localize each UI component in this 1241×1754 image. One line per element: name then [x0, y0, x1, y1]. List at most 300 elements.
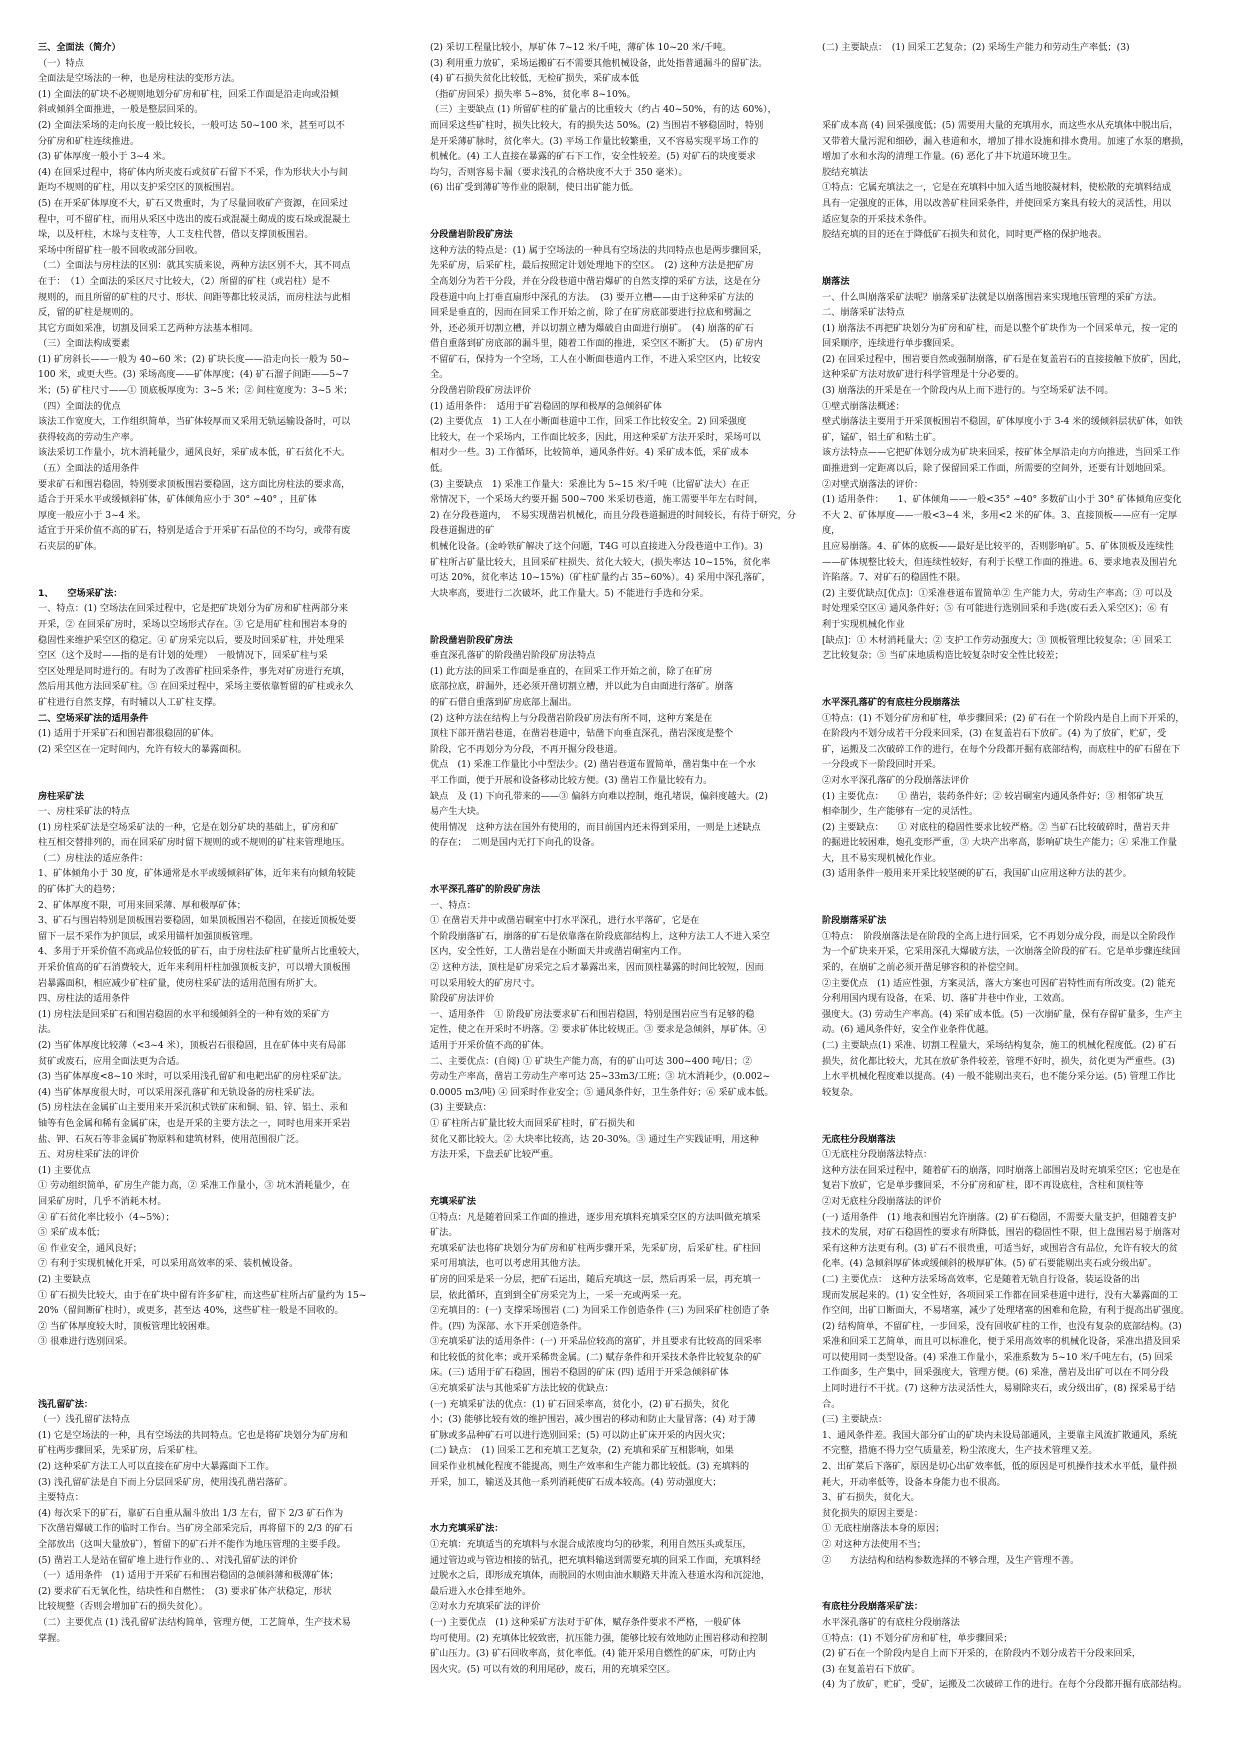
text-line: 稳固性来维护采空区的稳定。④ 矿房采完以后，要及时回采矿柱，并处理采	[38, 634, 345, 646]
text-line: ①特点：它属充填法之一，它是在充填料中加入适当地胶凝材料，使松散的充填料结成	[822, 182, 1172, 194]
text-line: (3) 适用条件一般用来开采比较坚硬的矿石，我国矿山应用这种方法的甚少。	[822, 868, 1132, 880]
text-line: 获得较高的劳动生产率。	[38, 431, 140, 443]
text-line: ②对无底柱分段崩落法的评价	[822, 1195, 942, 1207]
text-line: 矿山压力。(3) 矿石回收率高，贫化率低。(4) 能开采用自燃性的矿床，可防止内	[430, 1648, 756, 1660]
text-line: 胶结充填的目的还在于降低矿石损失和贫化，同时更严格的保护地表。	[822, 229, 1107, 241]
text-line: ①特点：(1) 不划分矿房和矿柱，单步骤回采；(2) 矿石在一个阶段内是自上而下开采的，	[822, 712, 1185, 724]
text-line: ③充填采矿法的适用条件：(一) 开采品位较高的富矿，并且要求有比较高的回采率	[430, 1336, 762, 1348]
text-line: 采场中所留矿柱一般不回收或部分回收。	[38, 244, 204, 256]
text-line: (1) 适用条件： 1、矿体倾角——一般<35° ~40° 多数矿山小于 30° 矿体倾角应变化	[822, 494, 1182, 506]
text-line: 阶段，它不再划分为分段，不再开掘分段巷道。	[430, 743, 623, 755]
text-line: 矿柱两步骤回采，先采矿房，后采矿柱。	[38, 1445, 204, 1457]
text-line: ②对壁式崩落法的评价：	[822, 478, 924, 490]
text-line: 利于实现机械化作业	[822, 618, 905, 630]
text-line: 全。	[430, 369, 449, 381]
text-line: 在于： （1）全面法的采区尺寸比较大，（2）所留的矿柱（或岩柱）是不	[38, 275, 330, 287]
text-line: 矿脉或多品种矿石可以进行选别回采；(5) 可以防止矿床开采的内因火灾；	[430, 1429, 731, 1441]
text-line: 矿，锰矿，铝土矿和粘土矿。	[822, 431, 942, 443]
text-line: 采有这种方法更有利。(3) 矿石不很贵重，可适当好，或围岩含有品位，允许有较大的贫	[822, 1242, 1178, 1254]
text-line: 工作面多，生产集中，回采强度大，管理方便。(6) 采准，凿岩及出矿可以在不同分段	[822, 1367, 1169, 1379]
blank-line	[822, 71, 1192, 87]
text-line: 可以使用同一类型设备。(4) 采准工作量小，采准系数为 5~10 米/千吨左右，(5) 回采	[822, 1351, 1173, 1363]
text-line: 空区（这个及时——指的是有计划的处理） 一般情况下，回采矿柱与采	[38, 650, 328, 662]
text-line: (2) 在回采过程中，围岩要自然或强制崩落，矿石是在复盖岩石的直接接触下放矿，因此，	[822, 353, 1188, 365]
section-heading: 1、 空场采矿法：	[38, 587, 123, 599]
text-line: 斜或倾斜全面推进，一般是整层回采的。	[38, 104, 204, 116]
text-line: 件。(四) 为深部、水下开采创造条件。	[430, 1320, 588, 1332]
text-line: (1) 房柱采矿法是空场采矿法的一种，它是在划分矿块的基础上，矿房和矿	[38, 821, 339, 833]
text-line: 空区处理是同时进行的。有时为了改善矿柱回采条件，事先对矿房进行充填，	[38, 665, 351, 677]
text-line: (一) 主要优点 (1) 这种采矿方法对于矿体，赋存条件要求不严格，一般矿体	[430, 1616, 741, 1628]
text-line: (6) 出矿受到薄矿等作业的限制，使日出矿能力低。	[430, 182, 639, 194]
text-line: ⑤ 采矿成本低；	[38, 1227, 106, 1239]
text-line: 强度大。(3) 劳动生产率高。(4) 采矿成本低。(5) 一次崩矿量，保有存留矿量多，生产主	[822, 1008, 1183, 1020]
text-line: 程中，可不留矿柱，而用从采区中选出的废石或混凝土砌成的废石垛或混凝土	[38, 213, 351, 225]
text-line: 开采，② 在回采矿房时，采场以空场形式存在。③ 它是用矿柱和围岩本身的	[38, 618, 348, 630]
text-line: 较复杂。	[822, 1086, 859, 1098]
text-line: （二）房柱法的适应条件：	[38, 852, 149, 864]
text-line: 的掘进比较困难，炮孔变形严重，③ 大块产出率高，影响矿块生产能力；④ 采准工作量	[822, 837, 1177, 849]
text-line: 动。(6) 通风条件好，安全作业条件优越。	[822, 1024, 995, 1036]
text-line: (2) 当矿体厚度比较薄（<3~4 米），顶板岩石很稳固，且在矿体中夹有局部	[38, 1040, 346, 1051]
text-line: (2) 要求矿石无氧化性，结块性和自燃性； (3) 要求矿体产状稳定，形状	[38, 1585, 332, 1597]
text-line: （一）特点	[38, 57, 84, 69]
section-heading: 浅孔留矿法：	[38, 1398, 94, 1410]
text-line: ⑦ 有利于实现机械化开采，可以采用高效率的采、装机械设备。	[38, 1258, 299, 1270]
text-line: 4、多用于开采价值不高或品位较低的矿石，由于房柱法矿柱矿量所占比重较大，	[38, 946, 366, 958]
text-line: (3) 矿体厚度一般小于 3~4 米。	[38, 151, 172, 163]
blank-line	[822, 1100, 1192, 1116]
text-line: 适应复杂的开采技术条件。	[822, 213, 933, 225]
text-line: 方法开采，下盘丢矿比较严重。	[430, 1149, 559, 1161]
text-line: 0.0005 m3/吨) ④ 回采时作业安全；⑤ 通风条件好，卫生条件好；⑥ 采矿成本低。	[430, 1086, 774, 1098]
text-line: ——矿体规整比较大，但连续性较好，有利于长壁工作面的推进。6、要求地表及围岩允	[822, 556, 1177, 568]
blank-line	[822, 56, 1192, 72]
text-line: ② 方法结构和结构参数选择的不够合理，及生产管理不善。	[822, 1554, 1080, 1566]
text-line: ① 在凿岩天井中或凿岩硐室中打水平深孔，进行水平落矿，它是在	[430, 915, 700, 927]
text-line: 外，还必须开切割立槽，并以切割立槽为爆破自由面进行崩矿。 (4) 崩落的矿石	[430, 322, 754, 334]
text-line: （指矿房回采）损失率 5~8%，贫化率 8~10%。	[430, 88, 636, 100]
blank-line	[822, 102, 1192, 118]
text-line: ② 对这种方法使用不当；	[822, 1539, 926, 1550]
section-heading: 无底柱分段崩落法	[822, 1133, 896, 1145]
text-line: (二) 主要缺点： (1) 回采工艺复杂；(2) 采场生产能力和劳动生产率低；(3)	[822, 42, 1130, 53]
text-line: 借自重落到矿房底部的漏斗里，随着工作面的推进，采空区不断扩大。 (5) 矿房内	[430, 338, 763, 350]
text-line: 使用情况 这种方法在国外有使用的，而目前国内还未得到采用，一则是上述缺点	[430, 821, 761, 833]
text-line: 厚度一般应小于 3~4 米。	[38, 509, 146, 521]
section-heading: 充填采矿法	[430, 1195, 476, 1207]
text-line: 一、特点：	[430, 899, 476, 911]
text-line: 易产生大块。	[430, 806, 486, 818]
text-line: 回采矿房时，几乎不消耗木材。	[38, 1195, 167, 1207]
text-line: 大块率高，要进行二次破坏，此工作量大。5) 不能进行手选和分采。	[430, 587, 709, 599]
text-line: 的存在； 二则是国内无打下向孔的设备。	[430, 837, 600, 849]
text-line: 作空间，出矿口断面大，不易堵塞，减少了处理堵塞的困难和危险，有利于提高出矿强度。	[822, 1305, 1190, 1317]
text-line: (5) 在开采矿体厚度不大，矿石又贵重时，为了尽量回收矿产资源，在回采过	[38, 197, 348, 209]
text-line: 开采价值高的矿石消费较大，近年来利用杆柱加强顶板支护，可以增大顶板围	[38, 962, 351, 974]
text-line: (2) 主要缺点	[38, 1273, 91, 1285]
text-line: 平工作面，便于开展和设备移动比较方便。(3) 凿岩工作量比较有力。	[430, 774, 713, 786]
text-line: (二) 主要缺点(1) 采准、切割工程量大，采场结构复杂，施工的机械化程度低。(2) 矿石	[822, 1040, 1177, 1051]
text-line: 其它方面如采准，切割及回采工艺两种方法基本相同。	[38, 322, 259, 334]
text-line: 适用于开采价值不高的矿体。	[430, 1040, 550, 1051]
text-line: 耗大，开动率低等，设备本身能力也不很高。	[822, 1476, 1006, 1488]
text-line: ①特点：凡是随着回采工作面的推进，逐步用充填料充填采空区的方法叫做充填采	[430, 1211, 761, 1223]
text-line: ② 这种方法，顶柱是矿房采完之后才暴露出来，因而顶柱暴露的时间比较短，因而	[430, 962, 764, 974]
text-line: (1) 适用于开采矿石和围岩都很稳固的矿体。	[38, 728, 220, 740]
text-line: 机械化设备。(金岭铁矿解决了这个问题，T4G 可以直接进入分段巷道中工作)。3)	[430, 541, 763, 552]
text-line: (二) 缺点： (1) 回采工艺和充填工艺复杂，(2) 充填和采矿互相影响，如果	[430, 1445, 734, 1457]
text-line: 贫化又都比较大。② 大块率比较高，达 20-30%。③ 通过生产实践证明，用这种	[430, 1133, 759, 1145]
text-line: 二、主要优点：(自阅) ① 矿块生产能力高，有的矿山可达 300~400 吨/日；②	[430, 1055, 752, 1067]
blank-line	[38, 773, 408, 789]
text-line: 贫矿或废石，应用全面法更为合适。	[38, 1055, 185, 1067]
text-line: 为一个矿块来开采，它采用深孔大爆破方法，一次崩落全阶段的矿石。它是单步骤连续回	[822, 946, 1181, 958]
text-line: 柱互相交替排列的，而在回采矿房时留下规则的或不规则的矿柱来管理地压。	[38, 837, 351, 849]
text-line: (3) 主要缺点：	[430, 1102, 492, 1114]
section-heading: 阶段崩落采矿法	[822, 915, 887, 927]
text-line: 开采，加工，输送及其他一系列消耗使矿石成本较高。(4) 劳动强度大；	[430, 1476, 722, 1488]
blank-line	[822, 898, 1192, 914]
text-line: 比较规整（否则会增加矿石的损失贫化）。	[38, 1601, 208, 1613]
text-column-right	[822, 40, 1192, 1745]
blank-line	[430, 212, 800, 228]
text-line: 具有一定强度的正体，用以改善矿柱回采条件，并使回采方案具有较大的灵活性，用以	[822, 197, 1172, 209]
text-line: 采矿成本高 (4) 回采强度低；(5) 需要用大量的充填用水，而这些水从充填体中脱出后，	[822, 119, 1179, 131]
text-line: 上水平机械化程度难以提高。(4) 一般不能剔出夹石，也不能分采分运。(5) 管理工作比	[822, 1071, 1176, 1083]
text-line: ②对水平深孔落矿的分段崩落法评价	[822, 774, 969, 786]
text-line: 复岩下放矿，它是单步骤回采，不分矿房和矿柱，即不再设底柱，含柱和顶柱等	[822, 1180, 1144, 1192]
text-line: (2) 采切工程量比较小，厚矿体 7~12 米/千吨，薄矿体 10~20 米/千吨。	[430, 42, 732, 53]
text-line: 不留矿石，保持为一个空场，工人在小断面巷道内工作，不进入采空区内，比较安	[430, 353, 761, 365]
blank-line	[822, 1116, 1192, 1132]
text-column-middle	[430, 40, 800, 1745]
text-line: (5) 凿岩工人是站在留矿堆上进行作业的、、对浅孔留矿法的评价	[38, 1554, 298, 1566]
text-line: 的矿体扩大的趋势；	[38, 884, 121, 896]
blank-line	[430, 866, 800, 882]
text-line: 2、出矿菜后下落矿，原因是切心出矿效率低，低的原因是可机操作技术水平低，量件损	[822, 1461, 1177, 1473]
text-line: (3) 浅孔留矿法是自下而上分层回采矿房，使用浅孔凿岩落矿。	[38, 1476, 293, 1488]
section-heading: 二、空场采矿法的适用条件	[38, 712, 149, 724]
text-line: 垂直深孔落矿的阶段凿岩阶段矿房法特点	[430, 650, 596, 662]
text-line: 顶柱下部开凿岩巷道，在凿岩巷道中，钻凿下向垂直深孔，凿岩深度是整个	[430, 728, 734, 740]
text-line: (1) 主要优点	[38, 1164, 91, 1176]
text-line: 矿柱进行自然支撑，有时辅以人工矿柱支撑。	[38, 696, 222, 708]
text-line: 该法采切工作量小，坑木消耗量少，通风良好，采矿成本低，矿石贫化不大。	[38, 447, 351, 459]
text-line: （三）主要缺点 (1) 所留矿柱的矿量占的比重较大（约占 40~50%，有的达 60%），	[430, 104, 777, 116]
text-line: [缺点]：① 木材消耗量大；② 支护工作劳动强度大；③ 顶板管理比较复杂；④ 回采工	[822, 634, 1172, 646]
text-line: 掌握。	[38, 1632, 66, 1644]
text-line: 一、什么叫崩落采矿法呢？崩落采矿法就是以崩落围岩来实现地压管理的采矿方法。	[822, 291, 1162, 303]
text-line: ①特点： 阶段崩落法是在阶段的全高上进行回采，它不再划分成分段，而是以全阶段作	[822, 930, 1176, 942]
text-line: ① 矿石损失比较大，由于在矿块中留有许多矿柱，而这些矿柱所占矿量约为 15~	[38, 1289, 367, 1301]
text-line: (2) 矿石在一个阶段内是自上而下开采的，在阶段内不划分成若干分段来回采，	[822, 1648, 1142, 1660]
text-line: 水平深孔落矿的有底柱分段崩落法	[822, 1616, 960, 1628]
text-line: 面推进到一定距离以后，除了保留回采工作面，所需要的空间外，还要有计划地回采。	[822, 463, 1172, 475]
text-line: 壁式崩落法主要用于开采顶板围岩不稳固，矿体厚度小于 3-4 米的缓倾斜层状矿体，如铁	[822, 416, 1183, 428]
text-line: 五、对房柱采矿法的评价	[38, 1149, 140, 1161]
text-line: 然后用其他方法回采矿柱。⑤ 在回采过程中，采场主要依靠暂留的矿柱或永久	[38, 681, 354, 693]
text-line: （二）主要优点 (1) 浅孔留矿法结构简单，管理方便，工艺简单，生产技术易	[38, 1616, 351, 1628]
text-line: 这种方法在回采过程中，随着矿石的崩落，同时崩落上部围岩及时充填采空区；它也是在	[822, 1164, 1181, 1176]
text-line: 留下一层不采作为护顶层，或采用锚杆加强顶板管理。	[38, 930, 259, 942]
text-line: 相牵制少，生产能够有一定的灵活性。	[822, 806, 979, 818]
text-line: 1、矿体倾角小于 30 度，矿体通常是水平或缓倾斜矿体，近年来有向倾角较陡	[38, 868, 356, 880]
text-line: 铀等有色金属和稀有金属矿床，也是开采的主要方法之一，同时也用来开采岩	[38, 1117, 351, 1129]
text-line: （四）全面法的优点	[38, 400, 121, 412]
text-line: 技术的发展，对矿石稳固性的要求有所降低，围岩的稳固性不限，但上盘围岩易于崩落对	[822, 1227, 1181, 1239]
text-line: （三）全面法构成要素	[38, 338, 130, 350]
text-line: ①特点：(1) 不划分矿房和矿柱，单步骤回采；	[822, 1632, 1013, 1644]
text-line: 合。	[822, 1398, 841, 1410]
text-line: 和比较低的贫化率；或开采稀贵金属。(二) 赋存条件和开采技术条件比较复杂的矿	[430, 1351, 762, 1363]
text-line: (3) 当矿体厚度<8~10 米时，可以采用浅孔留矿和电耙出矿的房柱采矿法。	[38, 1071, 348, 1083]
text-line: 这种方法的特点是：(1) 属于空场法的一种具有空场法的共同特点也是两步骤回采，	[430, 244, 768, 256]
text-line: (1) 此方法的回采工作面是垂直的，在回采工作开始之前，除了在矿房	[430, 665, 713, 677]
text-line: ②充填目的：(一) 支撑采场围岩 (二) 为回采工作创造条件 (三) 为回采矿柱创造了条	[430, 1305, 770, 1317]
text-line: 缺点 及 (1) 下向孔带来的——③ 偏斜方向难以控制，炮孔堵误，偏斜度越大。(2)	[430, 790, 768, 802]
blank-line	[822, 1568, 1192, 1584]
text-line: 矿，运搬及二次破碎工作的进行，在每个分段都开掘有底部结构，而底柱中的矿石留在下	[822, 743, 1181, 755]
text-line: 最后进入水仓排至地外。	[430, 1585, 532, 1597]
text-line: (5) 房柱法在金属矿山主要用来开采沉积式铁矿床和铜、铅、锌、铝土、汞和	[38, 1102, 348, 1114]
blank-line	[822, 679, 1192, 695]
text-line: 不完整，措施不得力空气质量差，粉尘浓度大，生产技术管理又差。	[822, 1445, 1098, 1457]
text-line: 而回采这些矿柱时，损失比较大，有的损失达 50%。(2) 当围岩不够稳固时，特别	[430, 119, 764, 131]
text-line: ①无底柱分段崩落法特点：	[822, 1149, 933, 1161]
text-line: 贫化损失的原因主要是：	[822, 1507, 924, 1519]
blank-line	[430, 601, 800, 617]
text-line: 在阶段内不划分成若干分段来回采，(3) 在复盖岩石下放矿。(4) 为了放矿，贮矿，受	[822, 728, 1167, 740]
text-line: 20%（留间断矿柱时），或更多，甚至达 40%，这些矿柱一般是不回收的。	[38, 1305, 344, 1317]
text-line: 矿法。	[430, 1227, 458, 1239]
blank-line	[822, 87, 1192, 103]
text-line: ②对水力充填采矿法的评价	[430, 1601, 541, 1613]
text-line: (2) 这种采矿方法工人可以直接在矿房中大暴露面下工作。	[38, 1461, 275, 1473]
text-line: 盐、钾、石灰石等非金属矿物原料和建筑材料，使用范围很广泛。	[38, 1133, 305, 1145]
text-line: (一) 充填采矿法的优点：(1) 矿石回采率高，贫化小，(2) 矿石损失，贫化	[430, 1398, 730, 1410]
text-line: 通过管边或与管边相接的钻孔，把充填料输送到需要充填的回采工作面，充填料经	[430, 1554, 761, 1566]
text-line: 规则的，而且所留的矿柱的尺寸、形状、间距等都比较灵活，而房柱法与此相	[38, 291, 351, 303]
text-line: 增加了水和水沟的清理工作量。(6) 恶化了井下坑道环境卫生。	[822, 151, 1077, 163]
text-line: 要求矿石和围岩稳固，特别要求顶板围岩要稳固，这方面比房柱法的要求高，	[38, 478, 351, 490]
text-line: 回采是垂直的，因而在回采工作开始之前，除了在矿房底部要进行拉底和劈漏之	[430, 307, 752, 319]
blank-line	[822, 258, 1192, 274]
text-line: (2) 这种方法在结构上与分段凿岩阶段矿房法有所不同，这种方案是在	[430, 712, 713, 724]
text-line: ③ 很难进行选别回采。	[38, 1336, 133, 1348]
blank-line	[822, 243, 1192, 259]
text-line: 可以采用较大的矿房尺寸。	[430, 977, 541, 989]
text-line: ④ 矿石贫化率比较小（4~5%）；	[38, 1211, 175, 1223]
text-line: (1) 崩落法不再把矿块划分为矿房和矿柱，而是以整个矿块作为一个回采单元，按一定的	[822, 322, 1178, 334]
text-line: ② 当矿体厚度较大时，顶板管理比较困难。	[38, 1320, 216, 1332]
text-line: (2) 全面法采场的走向长度一般比较长，一般可达 50~100 米，甚至可以不	[38, 119, 345, 131]
text-line: 适合于开采水平或缓倾斜矿体，矿体倾角应小于 30° ~40° ，且矿体	[38, 494, 317, 506]
text-line: ① 矿柱所占矿量比较大而回采矿柱时，矿石损失和	[430, 1117, 636, 1129]
section-heading: 水平深孔落矿的有底柱分段崩落法	[822, 696, 960, 708]
text-line: 优点 (1) 采准工作量比小中型法少。(2) 凿岩巷道布置简单，凿岩集中在一个水	[430, 759, 756, 771]
text-line: 损失，贫化都比较大，尤其在放矿条件较差，管理不好时，损失，贫化更为严重些。(3)	[822, 1055, 1175, 1067]
text-line: 3、矿石与围岩特别是顶板围岩要稳固，如果顶板围岩不稳固，在接近顶板处要	[38, 915, 357, 927]
text-line: 相对少一些。3) 工作循环，比较简单，通风条件好。4) 采矿成本低，采矿成本	[430, 447, 749, 459]
section-heading: 房柱采矿法	[38, 790, 84, 802]
blank-line	[38, 1365, 408, 1381]
blank-line	[822, 882, 1192, 898]
text-line: 上同时进行不干扰。(7) 这种方法灵活性大，易剔除夹石，或分级出矿，(8) 探采易于结	[822, 1383, 1176, 1395]
text-line: 2、矿体厚度不限，可用来回采薄、厚和极厚矿体；	[38, 899, 246, 911]
text-line: 底部拉底，辟漏外，还必须开凿切割立槽，并以此为自由面进行落矿。崩落	[430, 681, 734, 693]
text-line: (3) 利用重力放矿，采场运搬矿石不需要其他机械设备，此处指普通漏斗的留矿法。	[430, 57, 768, 69]
text-line: 适宜于开采价值不高的矿石，特别是适合于开采矿石品位的不均匀，或带有废	[38, 525, 351, 537]
text-line: (1) 适用条件： 适用于矿岩稳固的厚和极厚的急倾斜矿体	[430, 400, 662, 412]
text-line: (2) 主要优点 1) 工人在小断面巷道中工作，回采工作比较安全。2) 回采强度	[430, 416, 747, 428]
text-line: 1、通风条件差。我国大部分矿山的矿块内未设局部通风，主要靠主风流扩散通风，系统	[822, 1429, 1177, 1441]
text-line: 胶结充填法	[822, 166, 868, 178]
text-line: 采的，在崩矿之前必须开凿足够容积的补偿空间。	[822, 962, 1025, 974]
text-line: 阶段矿房法评价	[430, 993, 495, 1005]
text-line: 时处理采空区④ 通风条件好；⑤ 有可能进行选别回采和手选(废石丢入采空区)；⑥ 有	[822, 603, 1169, 615]
text-line: 法。	[38, 1024, 57, 1036]
text-line: 垛，以及杆柱，木垛与支柱等，人工支柱代替，借以支撑顶板围岩。	[38, 229, 314, 241]
text-line: ④充填采矿法与其他采矿方法比较的优缺点：	[430, 1383, 614, 1395]
text-line: 床。(三) 适用于矿石稳固，围岩不稳固的矿床 (四) 适用于开采急倾斜矿体	[430, 1367, 729, 1379]
blank-line	[430, 1490, 800, 1506]
section-heading: 崩落法	[822, 275, 850, 287]
text-line: 全部放出（这叫大量放矿），暂留下的矿石并不能作为地压管理的主要手段。	[38, 1539, 346, 1550]
text-line: （二）全面法与房柱法的区别：就其实质来说，两种方法区别不大，其不同点	[38, 260, 351, 272]
text-line: (4) 在回采过程中，将矿体内所夹废石或贫矿石留下不采，作为形状大小与间	[38, 166, 348, 178]
text-line: 3、矿石损失，贫化大。	[822, 1492, 920, 1504]
text-line: 艺比较复杂；⑤ 当矿床地质构造比较复杂时安全性比较差；	[822, 650, 1064, 662]
text-line: 可达 20%，贫化率达 10~15%)（矿柱矿量约占 35~60%）。4) 采用中深孔落矿，	[430, 572, 771, 584]
text-line: 比较大，在一个采场内，工作面比较多，因此，用这种采矿方法开采时，采场可以	[430, 431, 761, 443]
blank-line	[38, 1350, 408, 1366]
text-line: (2) 采空区在一定时间内，允许有较大的暴露面积。	[38, 743, 247, 755]
blank-line	[430, 196, 800, 212]
text-line: (1) 矿房斜长——一般为 40~60 米；(2) 矿块长度——沿走向长一般为 50~	[38, 353, 350, 365]
blank-line	[430, 617, 800, 633]
text-line: 四、房柱法的适用条件	[38, 993, 130, 1005]
text-line: 许陷落。7、对矿石的稳固性不限。	[822, 572, 966, 584]
text-line: 均可使用。(2) 充填体比较致密，抗压能力强，能够比较有效地防止围岩移动和控制	[430, 1632, 768, 1644]
blank-line	[430, 851, 800, 867]
text-line: (2) 主要优缺点[优点]：①采准巷道布置简单② 生产能力大，劳动生产率高；③ 可以及	[822, 587, 1173, 599]
text-line: 矿房的回采是采一分层，把矿石运出，随后充填这一层，然后再采一层，再充填一	[430, 1273, 761, 1285]
text-line: (4) 当矿体厚度很大时，可以采用深孔落矿和无轨设备的房柱采矿法。	[38, 1086, 321, 1098]
text-line: 主要特点：	[38, 1492, 84, 1504]
blank-line	[430, 1178, 800, 1194]
text-line: 个阶段崩落矿石，崩落的矿石是依靠落在阶段底部结构上，这种方法工人不进入采空	[430, 930, 770, 942]
text-line: ①壁式崩落法概述：	[822, 400, 905, 412]
text-line: (2) 主要缺点： ① 对底柱的稳固性要求比较严格。② 当矿石比较破碎时，凿岩天井	[822, 821, 1170, 833]
text-line: 距均不规则的矿柱，用以支护采空区的顶板围岩。	[38, 182, 241, 194]
text-line: 一、适用条件 ① 阶段矿房法要求矿石和围岩稳固，特别是围岩应当有足够的稳	[430, 1008, 755, 1020]
text-line: ① 无底柱崩落法本身的原因；	[822, 1523, 945, 1535]
text-line: 区内，安全性好，工人凿岩是在小断面天井或凿岩硐室内工作。	[430, 946, 688, 958]
text-line: 先采矿房，后采矿柱，最后按照定计划处理地下的空区。 (2) 这种方法是把矿房	[430, 260, 754, 272]
text-line: 岩暴露面积，相应减少矿柱矿量，使房柱采矿法的适用范围有所扩大。	[38, 977, 323, 989]
text-line: (4) 矿石损失贫化比较低，无检矿损失，采矿成本低	[430, 73, 639, 85]
blank-line	[822, 1584, 1192, 1600]
section-heading: 有底柱分段崩落采矿法：	[822, 1601, 924, 1613]
text-line: 均匀，否则容易卡漏（要求浅孔的合格块度不大于 350 毫米）。	[430, 166, 688, 178]
text-line: 又带着大量污泥和细砂，漏入巷道和水，增加了排水设施和排水费用。加速了水泵的磨损，	[822, 135, 1190, 147]
text-line: 采可用填法，也可以考虑用其他方法。	[430, 1258, 587, 1270]
text-line: 矿柱所占矿量比较大，且回采矿柱损失、贫化大较大，(损失率达 10~15%，贫化率	[430, 556, 771, 568]
text-line: 反，留的矿柱是规则的。	[38, 307, 140, 319]
text-line: 全高划分为若干分段，并在分段巷道中凿岩爆矿的自然支撑的采矿方法，这是在分	[430, 275, 761, 287]
text-line: 米；(5) 矿柱尺寸——① 顶底板厚度为：3~5 米；② 间柱宽度为：3~5 米；	[38, 385, 353, 397]
text-line: (3) 主要缺点 1) 采准工作量大：采准比为 5~15 米/千吨（比留矿法大）在正	[430, 478, 750, 490]
text-line: （一）浅孔留矿法特点	[38, 1414, 130, 1426]
section-heading: 阶段凿岩阶段矿房法	[430, 634, 513, 646]
text-line: 分段凿岩阶段矿房法评价	[430, 385, 532, 397]
text-line: (1) 全面法的矿块不必规则地划分矿房和矿柱，回采工作面是沿走向或沿倾	[38, 88, 339, 100]
section-heading: 水平深孔落矿的阶段矿房法	[430, 884, 541, 896]
text-line: 回采作业机械化程度不能提高，则生产效率和生产能力都比较低。(3) 充填料的	[430, 1461, 750, 1473]
text-line: (3) 在复盖岩石下放矿。	[822, 1663, 921, 1675]
text-line: 分矿房和矿柱连续推进。	[38, 135, 140, 147]
text-line: 过脱水之后，即形成充填体，而脱回的水则由油水顺路天井流入巷道水沟和沉淀池，	[430, 1570, 770, 1582]
text-line: ②主要优点 (1) 适应性强，方案灵活，落大方案也可因矿岩特性而有所改变。(2) 能充	[822, 977, 1176, 989]
text-column-left	[38, 40, 408, 1745]
text-line: 因火灾。(5) 可以有效的利用尾砂，废石，用的充填采空区。	[430, 1663, 676, 1675]
text-line: 全面法是空场法的一种，也是房柱法的变形方法。	[38, 73, 241, 85]
text-line: 低。	[430, 463, 449, 475]
text-line: ① 劳动组织简单，矿房生产能力高，② 采准工作量小，③ 坑木消耗量少，在	[38, 1180, 350, 1192]
text-line: (2) 结构简单，不留矿柱，一步回采，没有回收矿柱的工作，也没有复杂的底部结构。(3)	[822, 1320, 1182, 1332]
text-line: 的矿石借自重落到矿房底部上漏出。	[430, 696, 577, 708]
text-line: 是开采薄矿脉时，贫化率大。(3) 平场工作量比较繁重，又不容易实现平场工作的	[430, 135, 759, 147]
text-line: 层，依此循环，直到到全矿房采完为上，一采一充或两采一充。	[430, 1289, 688, 1301]
text-line: (3) 崩落法的开采是在一个阶段内从上而下进行的。与空场采矿法不同。	[822, 385, 1114, 397]
text-line: ⑥ 作业安全，通风良好；	[38, 1242, 142, 1254]
text-line: 下次凿岩爆破工作的临时工作台。当矿房全部采完后，再将留下的 2/3 的矿石	[38, 1523, 353, 1535]
text-line: 2) 在分段巷道内， 不易实现凿岩机械化，而且分段巷道掘进的时间较长，有待于研究，分段巷道掘进的矿	[430, 509, 797, 537]
text-line: 石夹层的矿体。	[38, 541, 103, 552]
text-line: (三) 主要缺点：	[822, 1414, 888, 1426]
text-line: 这种采矿方法对放矿进行科学管理是十分必要的。	[822, 369, 1025, 381]
text-line: (一) 适用条件 (1) 地表和围岩允许崩落。(2) 矿石稳固，不需要大量支护，但随着支护	[822, 1211, 1177, 1223]
text-line: (二) 主要优点： 这种方法采场高效率，它是随着无轨自行设备，装运设备的出	[822, 1273, 1140, 1285]
blank-line	[38, 570, 408, 586]
section-heading: 水力充填采矿法：	[430, 1523, 504, 1535]
text-line: 大，且不易实现机械化作业。	[822, 852, 942, 864]
text-line: 回采顺序，连续进行单步骤回采。	[822, 338, 960, 350]
text-line: 该法工作宽度大，工作组织简单，当矿体较厚而又采用无轨运输设备时，可以	[38, 416, 351, 428]
text-line: 一分段或下一阶段回时开采。	[822, 759, 942, 771]
blank-line	[430, 1163, 800, 1179]
section-heading: 分段凿岩阶段矿房法	[430, 229, 513, 241]
text-line: 该方法特点——它把矿体划分成为矿块来回采，按矿体全厚沿走向方向推进，当回采工作	[822, 447, 1181, 459]
text-line: 一、特点：(1) 空场法在回采过程中，它是把矿块划分为矿房和矿柱两部分来	[38, 603, 348, 615]
section-heading: 三、全面法（简介）	[38, 42, 121, 53]
text-line: 且应易崩落。4、矿体的底板——最好是比较平的，否则影响矿。5、矿体顶板及连续性	[822, 541, 1174, 552]
text-line: 段巷道中向上打垂直扇形中深孔的方法。 (3) 要开立槽——由于这种采矿方法的	[430, 291, 754, 303]
text-line: 化率。(4) 急倾斜厚矿体或缓倾斜的极厚矿体。(5) 矿石要能剔出夹石或分级出矿。	[822, 1258, 1158, 1270]
text-line: 采准和回采工艺简单，而且可以标准化，便于采用高效率的机械化设备，采准出措及回采	[822, 1336, 1181, 1348]
text-line: 不大 2、矿体厚度——一般<3~4 米，多用<2 米的矿体。3、直接顶板——应有一定厚度，	[822, 509, 1178, 537]
text-line: 100 米，或更大些。(3) 采场高度——矿体厚度；(4) 矿石溜子间距——5~7	[38, 369, 349, 381]
text-line: (1) 它是空场法的一种，具有空场法的共同特点。它也是将矿块划分为矿房和	[38, 1429, 348, 1441]
text-line: ①充填：充填适当的充填料与水混合成浓度均匀的砂浆，利用自然压头或泵压，	[430, 1539, 752, 1550]
text-line: （一）适用条件 (1) 适用于开采矿石和围岩稳固的急倾斜薄和极薄矿体；	[38, 1570, 339, 1582]
blank-line	[38, 1381, 408, 1397]
blank-line	[430, 1506, 800, 1522]
text-line: (4) 每次采下的矿石，靠矿石自重从漏斗放出 1/3 左右，留下 2/3 矿石作为	[38, 1507, 344, 1519]
text-line: 机械化。(4) 工人直接在暴露的矿石下工作，安全性较差。(5) 对矿石的块度要求	[430, 151, 756, 163]
text-line: 充填采矿法也将矿块划分为矿房和矿柱两步骤开采，先采矿房，后采矿柱。矿柱回	[430, 1242, 761, 1254]
